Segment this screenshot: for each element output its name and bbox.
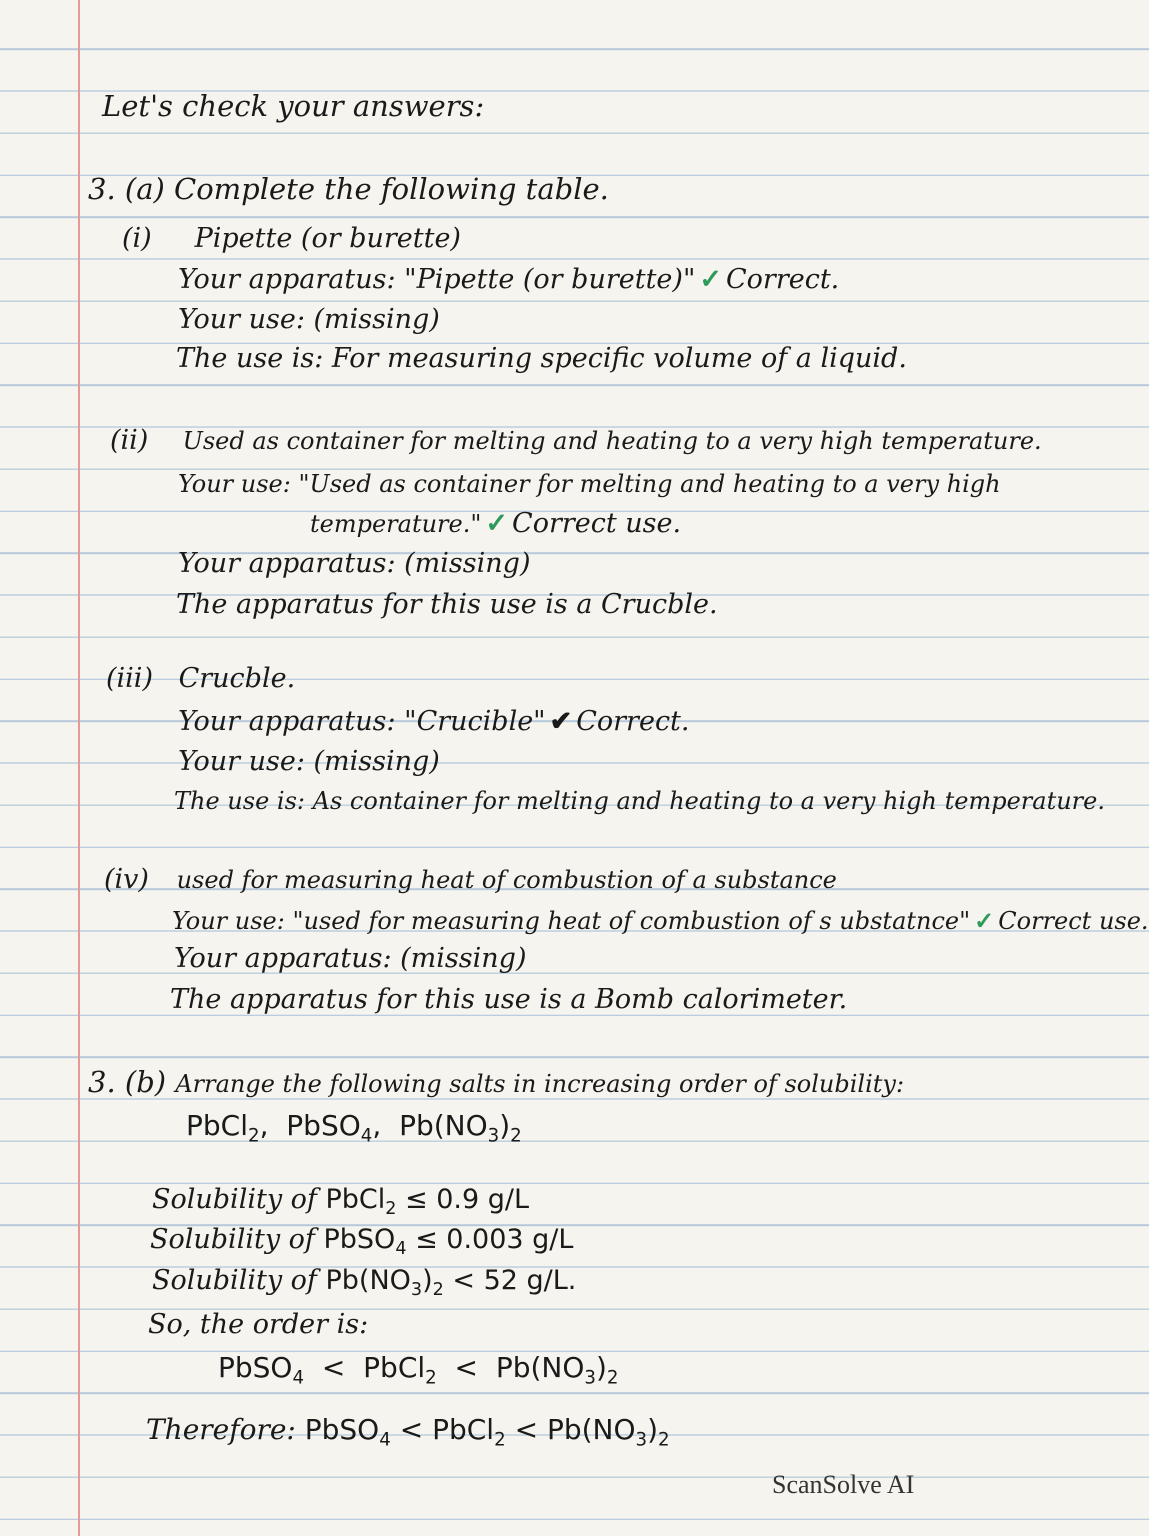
item-iv-main xyxy=(104,866,837,893)
less-than: < xyxy=(454,1351,479,1384)
check-mark-icon: ✓ xyxy=(485,508,509,539)
brand-watermark: ScanSolve AI xyxy=(772,1470,915,1499)
question-3b-title xyxy=(88,1065,905,1099)
solubility-label: Solubility of xyxy=(152,1184,317,1215)
so-order-text: So, the order is: xyxy=(148,1309,369,1340)
item-text: Crucble. xyxy=(178,663,296,694)
formula: PbCl xyxy=(363,1351,426,1384)
question-number: 3. xyxy=(88,1065,116,1099)
subscript: 4 xyxy=(360,1125,373,1147)
item-i-line2: Your use: (missing) xyxy=(178,304,440,335)
salts-list xyxy=(186,1109,522,1147)
subscript: 3 xyxy=(487,1125,500,1147)
your-apparatus-text: Your apparatus: "Pipette (or burette)" xyxy=(178,264,696,295)
subscript: 3 xyxy=(635,1429,648,1451)
item-iii-line1 xyxy=(178,708,690,735)
paren: ) xyxy=(647,1413,659,1446)
paren: ) xyxy=(595,1351,607,1384)
therefore-label: Therefore: xyxy=(146,1413,296,1446)
subscript: 2 xyxy=(606,1367,619,1389)
item-label: (i) xyxy=(122,223,152,254)
result-text: Correct. xyxy=(576,706,690,737)
solubility-value: < 52 g/L. xyxy=(452,1265,577,1296)
item-iii-line2: Your use: (missing) xyxy=(178,746,440,777)
comma: , xyxy=(372,1109,382,1142)
item-i-line1 xyxy=(178,266,839,293)
question-part: (a) xyxy=(124,172,165,206)
salt-pbcl2: PbCl xyxy=(186,1109,248,1142)
order-expression xyxy=(218,1351,619,1389)
item-ii-line2: Your apparatus: (missing) xyxy=(178,548,531,579)
formula: PbSO xyxy=(323,1224,396,1255)
solubility-pbno32 xyxy=(152,1265,577,1301)
subscript: 2 xyxy=(248,1125,260,1147)
item-iv-line1 xyxy=(172,906,1149,935)
paren: ) xyxy=(422,1265,433,1296)
your-use-text-cont: temperature." xyxy=(310,510,482,538)
subscript: 2 xyxy=(425,1367,437,1389)
question-number: 3. xyxy=(88,172,116,206)
item-text: used for measuring heat of combustion of a substance xyxy=(176,866,837,894)
salt-pbso4: PbSO xyxy=(286,1109,361,1142)
question-part: (b) xyxy=(124,1065,167,1099)
solubility-label: Solubility of xyxy=(150,1224,315,1255)
salt-pbno32: Pb(NO xyxy=(399,1109,488,1142)
result-text: Correct use. xyxy=(998,907,1149,935)
subscript: 2 xyxy=(494,1429,506,1451)
subscript: 3 xyxy=(584,1367,596,1389)
formula: PbCl xyxy=(432,1413,495,1446)
your-apparatus-text: Your apparatus: "Crucible" xyxy=(178,706,546,737)
formula: PbSO xyxy=(304,1413,380,1446)
subscript: 2 xyxy=(432,1280,444,1301)
page-heading: Let's check your answers: xyxy=(102,89,485,123)
item-ii-line3: The apparatus for this use is a Crucble. xyxy=(176,589,718,620)
comma: , xyxy=(259,1109,269,1142)
question-3a-title xyxy=(88,172,609,206)
formula: PbSO xyxy=(218,1351,293,1384)
less-than: < xyxy=(514,1413,539,1446)
question-text: Arrange the following salts in increasing order of solubility: xyxy=(175,1070,905,1098)
check-mark-icon: ✓ xyxy=(974,906,995,935)
margin-line xyxy=(78,0,80,1536)
subscript: 2 xyxy=(658,1429,670,1451)
paren: ) xyxy=(499,1109,511,1142)
item-label: (iii) xyxy=(106,663,153,694)
item-i-main xyxy=(122,225,461,252)
subscript: 4 xyxy=(379,1429,391,1451)
solubility-pbso4 xyxy=(150,1224,574,1260)
your-use-text: Your use: "used for measuring heat of combustion of s ubstatnce" xyxy=(172,907,971,935)
less-than: < xyxy=(399,1413,424,1446)
subscript: 3 xyxy=(410,1280,423,1301)
check-mark-icon: ✓ xyxy=(699,264,722,295)
your-use-text: Your use: "Used as container for melting and heating to a very high xyxy=(178,470,1001,498)
less-than: < xyxy=(321,1351,346,1384)
item-ii-line1 xyxy=(178,470,1001,497)
result-text: Correct. xyxy=(726,264,840,295)
subscript: 2 xyxy=(510,1125,522,1147)
solubility-value: ≤ 0.9 g/L xyxy=(405,1184,530,1215)
formula: PbCl xyxy=(325,1184,386,1215)
formula: Pb(NO xyxy=(495,1351,585,1384)
check-mark-icon: ✔ xyxy=(549,706,573,737)
therefore-line xyxy=(146,1413,670,1451)
item-iii-line3: The use is: As container for melting and heating to a very high temperature. xyxy=(174,787,1105,815)
item-i-line3: The use is: For measuring specific volume of a liquid. xyxy=(176,343,907,374)
item-text: Pipette (or burette) xyxy=(194,223,461,254)
item-text: Used as container for melting and heating to a very high temperature. xyxy=(182,427,1042,455)
item-label: (iv) xyxy=(104,864,149,895)
question-text: Complete the following table. xyxy=(174,172,609,206)
item-ii-line1b xyxy=(310,510,681,537)
item-iv-line3: The apparatus for this use is a Bomb calorimeter. xyxy=(170,984,848,1015)
formula: Pb(NO xyxy=(546,1413,636,1446)
item-ii-main xyxy=(110,427,1042,454)
result-text: Correct use. xyxy=(512,508,682,539)
formula: Pb(NO xyxy=(325,1265,411,1296)
subscript: 4 xyxy=(395,1239,407,1260)
solubility-label: Solubility of xyxy=(152,1265,317,1296)
subscript: 2 xyxy=(385,1199,397,1220)
solubility-pbcl2 xyxy=(152,1184,530,1220)
solubility-value: ≤ 0.003 g/L xyxy=(415,1224,574,1255)
item-iv-line2: Your apparatus: (missing) xyxy=(174,943,527,974)
item-label: (ii) xyxy=(110,425,149,456)
item-iii-main xyxy=(106,665,295,692)
subscript: 4 xyxy=(292,1367,305,1389)
